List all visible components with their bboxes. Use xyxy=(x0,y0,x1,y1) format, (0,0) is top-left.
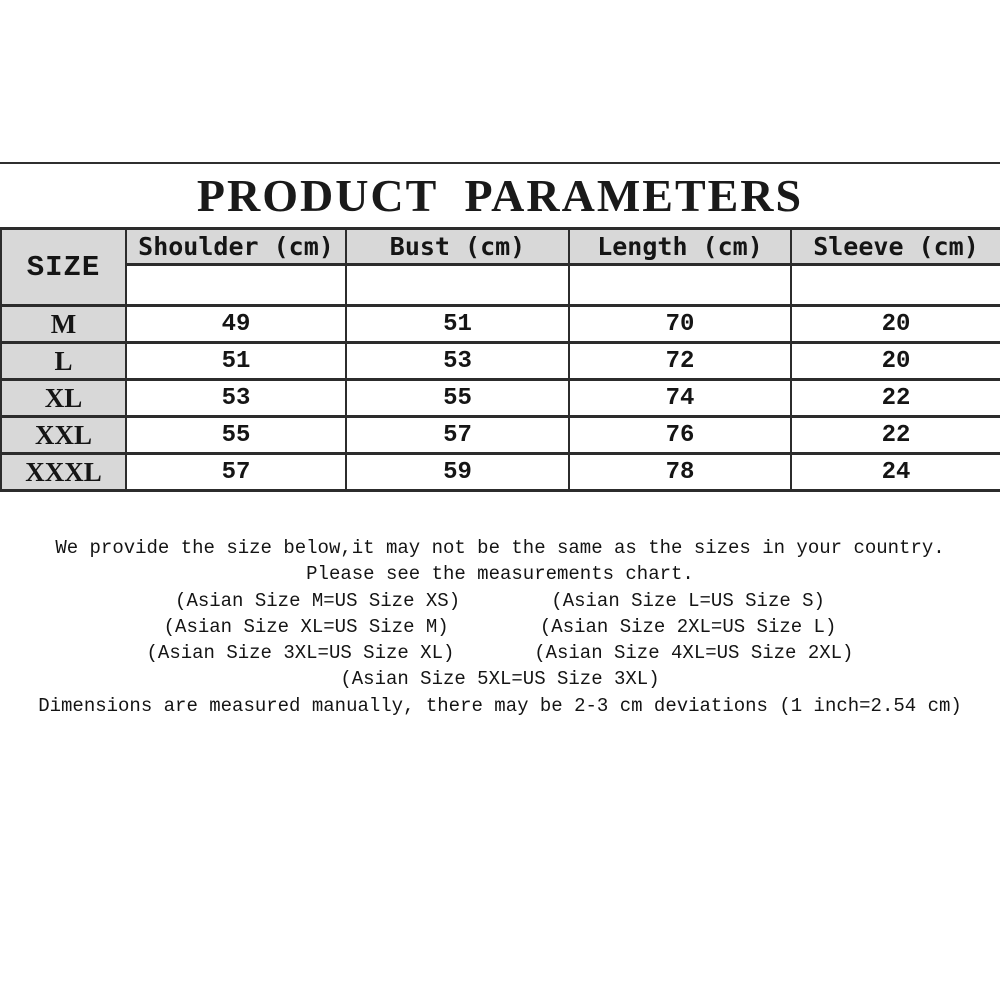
note-country-disclaimer: We provide the size below,it may not be the same as the sizes in your country. xyxy=(55,537,945,559)
value-cell: 72 xyxy=(569,343,791,380)
value-cell: 70 xyxy=(569,306,791,343)
header-bust: Bust (cm) xyxy=(346,229,569,265)
note-see-chart: Please see the measurements chart. xyxy=(306,563,694,586)
header-shoulder: Shoulder (cm) xyxy=(126,229,346,265)
top-divider xyxy=(0,162,1000,164)
size-chart-table xyxy=(0,227,1000,492)
note-conversion-1: (Asian Size M=US Size XS) (Asian Size L=US Size S) xyxy=(175,589,825,612)
table-row xyxy=(1,454,1000,491)
value-cell: 53 xyxy=(126,380,346,417)
spacer-cell xyxy=(346,265,569,306)
value-cell: 53 xyxy=(346,343,569,380)
size-column-header: SIZE xyxy=(1,229,126,306)
table-row xyxy=(1,306,1000,343)
size-cell: XL xyxy=(1,380,126,417)
table-row xyxy=(1,380,1000,417)
size-cell: M xyxy=(1,306,126,343)
note-conversion-2: (Asian Size XL=US Size M) (Asian Size 2XL=US Size L) xyxy=(163,615,837,638)
value-cell: 76 xyxy=(569,417,791,454)
size-notes xyxy=(0,535,1000,719)
value-cell: 55 xyxy=(126,417,346,454)
value-cell: 22 xyxy=(791,380,1000,417)
value-cell: 74 xyxy=(569,380,791,417)
spacer-cell xyxy=(126,265,346,306)
size-cell: L xyxy=(1,343,126,380)
spacer-row xyxy=(1,265,1000,306)
note-conversion-3: (Asian Size 3XL=US Size XL) (Asian Size 4XL=US Size 2XL) xyxy=(146,642,854,665)
spacer-cell xyxy=(569,265,791,306)
value-cell: 51 xyxy=(126,343,346,380)
size-cell: XXXL xyxy=(1,454,126,491)
table-row xyxy=(1,343,1000,380)
value-cell: 55 xyxy=(346,380,569,417)
value-cell: 22 xyxy=(791,417,1000,454)
value-cell: 78 xyxy=(569,454,791,491)
size-cell: XXL xyxy=(1,417,126,454)
value-cell: 57 xyxy=(346,417,569,454)
value-cell: 20 xyxy=(791,343,1000,380)
value-cell: 49 xyxy=(126,306,346,343)
value-cell: 57 xyxy=(126,454,346,491)
value-cell: 24 xyxy=(791,454,1000,491)
header-length: Length (cm) xyxy=(569,229,791,265)
header-sleeve: Sleeve (cm) xyxy=(791,229,1000,265)
value-cell: 51 xyxy=(346,306,569,343)
spacer-cell xyxy=(791,265,1000,306)
note-deviation: Dimensions are measured manually, there may be 2-3 cm deviations (1 inch=2.54 cm) xyxy=(38,694,962,717)
value-cell: 59 xyxy=(346,454,569,491)
note-conversion-4: (Asian Size 5XL=US Size 3XL) xyxy=(340,668,660,691)
header-row xyxy=(1,229,1000,265)
value-cell: 20 xyxy=(791,306,1000,343)
table-row xyxy=(1,417,1000,454)
page-title: PRODUCT PARAMETERS xyxy=(196,170,804,221)
